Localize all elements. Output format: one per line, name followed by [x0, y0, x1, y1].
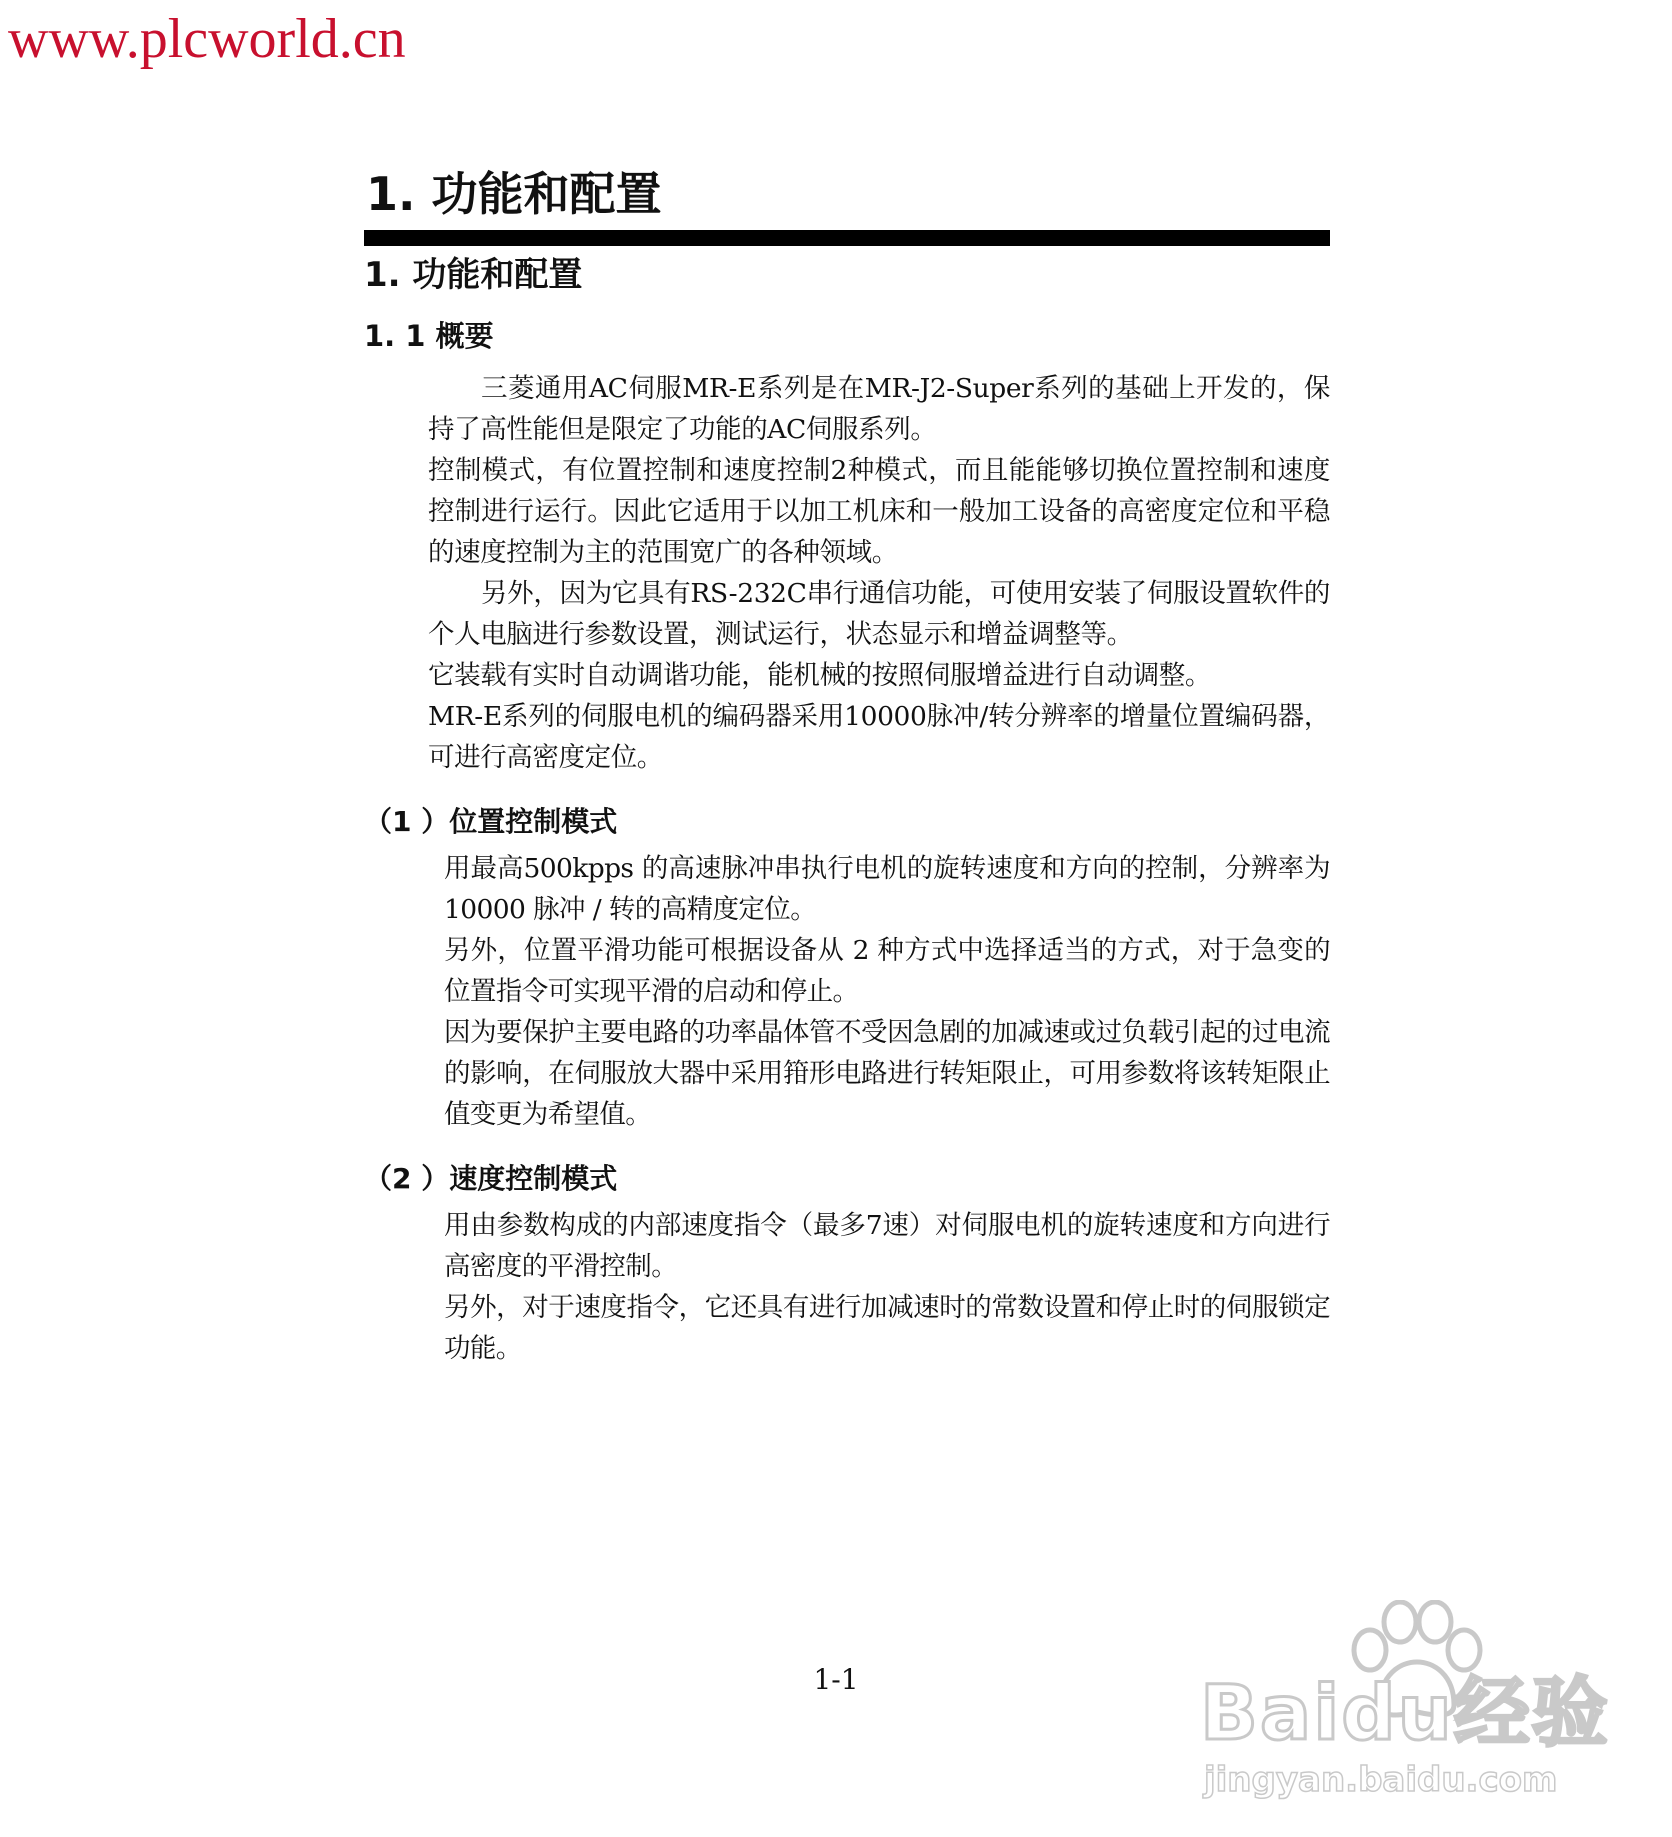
overview-paragraph: 另外，因为它具有RS-232C串行通信功能，可使用安装了伺服设置软件的个人电脑进行参数设置，测试运行，状态显示和增益调整等。: [428, 578, 1330, 650]
section-title: 1. 功能和配置: [364, 255, 583, 295]
section-paragraph: 因为要保护主要电路的功率晶体管不受因急剧的加减速或过负载引起的过电流的影响，在伺服放大器中采用箝形电路进行转矩限止，可用参数将该转矩限止值变更为希望值。: [444, 1017, 1330, 1130]
overview-paragraph: 控制模式，有位置控制和速度控制2种模式，而且能能够切换位置控制和速度控制进行运行。因此它适用于以加工机床和一般加工设备的高密度定位和平稳的速度控制为主的范围宽广的各种领域。: [428, 455, 1330, 568]
baidu-watermark: [1200, 1600, 1620, 1800]
watermark-logo-text: Baidu经验: [1200, 1668, 1610, 1757]
page-number: 1-1: [813, 1663, 859, 1696]
section-title-position-control: （1 ）位置控制模式: [364, 805, 618, 838]
section-title-speed-control: （2 ）速度控制模式: [364, 1162, 618, 1195]
chapter-title: 1. 功能和配置: [366, 167, 662, 221]
section-speed-control: [364, 1157, 1330, 1369]
overview-text: [428, 368, 1330, 778]
subsection-title: 1. 1 概要: [364, 319, 494, 353]
section-paragraph: 另外，位置平滑功能可根据设备从 2 种方式中选择适当的方式，对于急变的位置指令可实现平滑的启动和停止。: [444, 935, 1330, 1007]
overview-paragraph: 三菱通用AC伺服MR-E系列是在MR-J2-Super系列的基础上开发的，保持了高性能但是限定了功能的AC伺服系列。: [428, 373, 1330, 445]
section-body: [444, 848, 1330, 1135]
section-paragraph: 用由参数构成的内部速度指令（最多7速）对伺服电机的旋转速度和方向进行高密度的平滑控制。: [444, 1210, 1330, 1282]
overview-paragraph: 它装载有实时自动调谐功能，能机械的按照伺服增益进行自动调整。: [428, 660, 1211, 691]
watermark-url: jingyan.baidu.com: [1204, 1760, 1558, 1800]
section-position-control: [364, 800, 1330, 1135]
document-body: [364, 252, 1330, 1369]
section-paragraph: 用最高500kpps 的高速脉冲串执行电机的旋转速度和方向的控制，分辨率为 10000 脉冲 / 转的高精度定位。: [444, 853, 1330, 925]
section-body: [444, 1205, 1330, 1369]
site-url[interactable]: www.plcworld.cn: [8, 8, 406, 70]
page-header: [364, 164, 1330, 246]
overview-paragraph: MR-E系列的伺服电机的编码器采用10000脉冲/转分辨率的增量位置编码器，可进行高密度定位。: [428, 701, 1330, 773]
title-rule: [364, 230, 1330, 246]
section-paragraph: 另外，对于速度指令，它还具有进行加减速时的常数设置和停止时的伺服锁定功能。: [444, 1292, 1330, 1364]
